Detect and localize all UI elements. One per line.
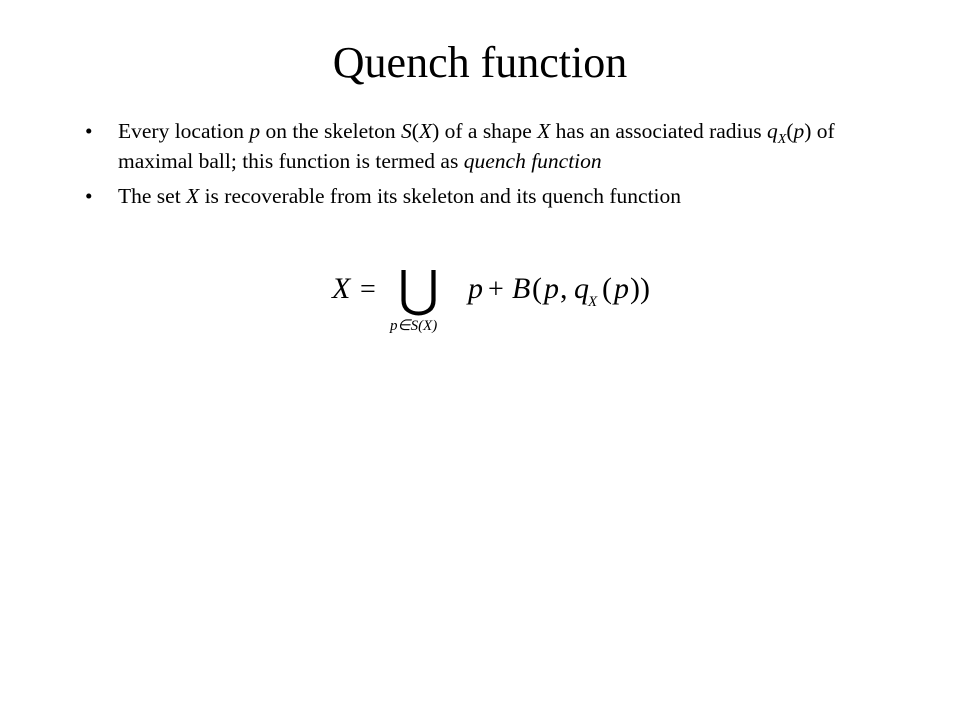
formula-plus: +: [488, 274, 504, 305]
formula-equals: =: [360, 274, 376, 305]
formula-ball-b: B: [512, 272, 531, 305]
bullet-marker: •: [85, 184, 93, 208]
text-segment: is recoverable from its skeleton and its quench function: [199, 184, 682, 208]
slide-title: Quench function: [332, 38, 628, 87]
reconstruction-formula: [330, 258, 690, 348]
text-segment: ) of maximal ball; this function is termed as: [118, 119, 835, 173]
math-var-x: X: [537, 119, 551, 143]
formula-q: q: [574, 272, 589, 305]
formula-union-symbol: ⋃: [398, 261, 440, 317]
formula-close-parens: )): [630, 272, 650, 305]
text-segment: The set: [118, 184, 187, 208]
text-segment: Every location: [118, 119, 250, 143]
math-var-s: S: [401, 119, 412, 143]
bullet-item-recoverable: [82, 183, 882, 210]
text-segment: ) of a shape: [432, 119, 538, 143]
text-segment: (: [411, 119, 419, 143]
text-segment: on the skeleton: [260, 119, 402, 143]
formula-inner-p: p: [614, 272, 629, 305]
formula-arg-p: p: [544, 272, 559, 305]
text-segment: (: [786, 119, 794, 143]
formula-inner-open-paren: (: [602, 272, 612, 305]
math-var-p: p: [249, 119, 261, 143]
math-var-x: X: [186, 184, 200, 208]
formula-comma: ,: [560, 272, 568, 305]
math-var-q: q: [767, 119, 778, 143]
bullet-item-quench-definition: [82, 118, 882, 175]
formula-open-paren: (: [532, 272, 542, 305]
formula-term-p: p: [468, 272, 483, 305]
math-subscript-x: X: [777, 132, 787, 147]
math-var-x: X: [418, 119, 433, 143]
math-var-p: p: [793, 119, 805, 143]
text-segment: has an associated radius: [550, 119, 768, 143]
bullet-marker: •: [85, 119, 93, 143]
formula-q-subscript-x: X: [588, 294, 598, 310]
emphasis-quench-function: quench function: [463, 149, 602, 173]
bullet-list: [82, 118, 882, 218]
formula-union-lower: p∈S(X): [390, 318, 438, 334]
formula-lhs-x: X: [332, 272, 351, 305]
